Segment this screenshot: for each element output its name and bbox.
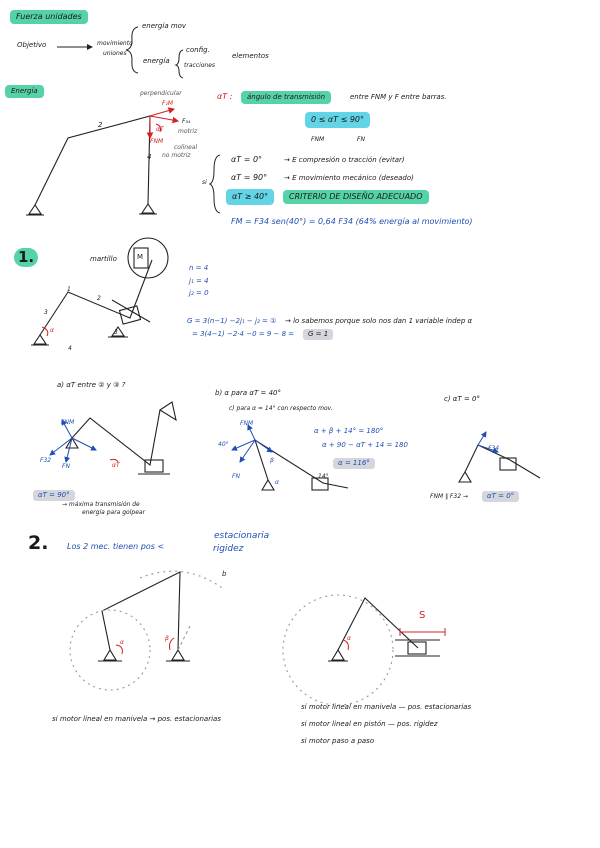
no-motriz-label: no motriz bbox=[162, 152, 191, 159]
martillo-box: M bbox=[137, 253, 144, 261]
ex2-stroke-label: S bbox=[419, 610, 426, 621]
case2-rhs: → E movimiento mecánico (deseado) bbox=[284, 174, 414, 182]
ex1-link-4: 4 bbox=[68, 345, 72, 352]
gruebler-note: → lo sabemos porque solo nos dan 1 variable indep α bbox=[285, 317, 473, 325]
ex2-stroke-s bbox=[400, 628, 445, 636]
ex2-right-note-2: si motor lineal en pistón — pos. rigidez bbox=[301, 720, 438, 728]
energy-forces bbox=[150, 109, 178, 138]
ex2-beta: β bbox=[165, 635, 169, 642]
c-result: αT = 0° bbox=[482, 491, 519, 502]
ex1-alpha: α bbox=[50, 327, 54, 334]
c-equation: FNM ∥ F32 → bbox=[430, 493, 468, 500]
ex1a-forces bbox=[50, 420, 96, 462]
ex1b-forces bbox=[232, 425, 272, 462]
f2m-label: F₂M bbox=[162, 100, 174, 107]
part-b-title-1: b) α para αT = 40° bbox=[215, 389, 281, 397]
link-4-label: 4 bbox=[147, 153, 152, 161]
energia-mov-label: energía mov bbox=[142, 22, 187, 30]
case1-rhs: → E compresión o tracción (evitar) bbox=[284, 156, 405, 164]
cases-brace bbox=[210, 155, 220, 213]
b-14: 14° bbox=[318, 473, 329, 480]
ex1-link-1: 1 bbox=[67, 286, 71, 293]
elementos-label: elementos bbox=[232, 52, 269, 60]
c-f34: F34 bbox=[488, 445, 500, 452]
part-c-title: c) αT = 0° bbox=[444, 395, 480, 403]
b-eq-1: α + β + 14° = 180° bbox=[314, 427, 384, 435]
alpha-t-range: 0 ≤ αT ≤ 90° bbox=[305, 112, 370, 128]
b-result: α = 116° bbox=[333, 458, 375, 469]
f34-label: F₃₄ bbox=[182, 118, 191, 125]
part-a-title: a) αT entre ② y ③ ? bbox=[57, 381, 126, 389]
perpendicular-label: perpendicular bbox=[140, 90, 182, 97]
ex1-link-2: 2 bbox=[97, 295, 101, 302]
energy-mechanism bbox=[26, 116, 157, 215]
case1-lhs: αT = 0° bbox=[231, 155, 263, 164]
a-note-2: energía para golpear bbox=[82, 509, 146, 516]
a-fn: FN bbox=[62, 463, 70, 470]
fnm-axis-label: FNM bbox=[311, 136, 325, 143]
config-label: config. bbox=[186, 46, 210, 54]
energia-title: Energía bbox=[5, 85, 44, 98]
colineal-label: colineal bbox=[174, 144, 198, 151]
uniones-label: uniones bbox=[103, 50, 127, 57]
si-label: si bbox=[202, 179, 207, 186]
exercise-1-number: 1. bbox=[14, 248, 38, 267]
alpha-t-def-rest: entre FNM y F entre barras. bbox=[350, 93, 447, 101]
tracciones-label: tracciones bbox=[184, 62, 216, 69]
j2-count: j₂ = 0 bbox=[189, 289, 209, 297]
movimiento-label: movimiento bbox=[97, 40, 133, 47]
b-40: 40° bbox=[218, 441, 229, 448]
a-note-1: → máxima transmisión de bbox=[62, 501, 140, 508]
gruebler-line2: = 3(4−1) −2·4 −0 = 9 − 8 = bbox=[192, 330, 295, 338]
case3-rhs: CRITERIO DE DISEÑO ADECUADO bbox=[283, 190, 429, 204]
fnm-label: FNM bbox=[150, 138, 164, 145]
ex2-right-note-1: si motor lineal en manivela — pos. estacionarias bbox=[301, 703, 472, 711]
gruebler-result: G = 1 bbox=[303, 329, 333, 340]
link-2-label: 2 bbox=[98, 121, 103, 129]
b-alpha: α bbox=[275, 479, 279, 486]
energia-label: energía bbox=[143, 57, 170, 65]
part-b-title-2: c) para α = 14° con respecto mov. bbox=[229, 405, 333, 412]
a-fnm: FNM bbox=[61, 419, 75, 426]
ex1-link-3: 3 bbox=[44, 309, 48, 316]
n-count: n = 4 bbox=[189, 264, 209, 272]
b-fn: FN bbox=[232, 473, 240, 480]
page-title: Fuerza unidades bbox=[10, 10, 88, 24]
motriz-label: motriz bbox=[178, 128, 198, 135]
b-beta: β bbox=[270, 457, 274, 464]
ex2-estacionaria: estacionaria bbox=[214, 531, 270, 541]
a-f32: F32 bbox=[40, 457, 52, 464]
a-alpha-t: αT bbox=[112, 462, 120, 469]
ex2-alpha: α bbox=[120, 639, 124, 646]
ex2-left-mechanism bbox=[70, 571, 225, 690]
ex1-slider-label: 3 bbox=[114, 329, 118, 336]
fn-axis-label: FN bbox=[357, 136, 365, 143]
ex2-left-note: si motor lineal en manivela → pos. estacionarias bbox=[52, 715, 221, 723]
ex2-b-label: b bbox=[222, 570, 227, 578]
alpha-t-label: αT bbox=[156, 126, 164, 133]
martillo-label: martillo bbox=[90, 255, 117, 263]
case3-lhs: αT ≥ 40° bbox=[226, 189, 274, 205]
case2-lhs: αT = 90° bbox=[231, 173, 268, 182]
gruebler-line1: G = 3(n−1) −2j₁ − j₂ = ① bbox=[187, 317, 277, 325]
b-eq-2: α + 90 − αT + 14 = 180 bbox=[322, 441, 408, 449]
ex2-right-mechanism bbox=[283, 595, 440, 705]
ex2-right-note-3: si motor paso a paso bbox=[301, 737, 375, 745]
exercise-2-number: 2. bbox=[28, 532, 49, 554]
energy-formula: FM = F34 sen(40°) = 0,64 F34 (64% energía al movimiento) bbox=[231, 217, 473, 226]
ex2-rigidez: rigidez bbox=[213, 544, 244, 554]
ex2-alpha-right: α bbox=[347, 635, 351, 642]
alpha-t-def-symbol: αT : bbox=[217, 92, 233, 101]
alpha-t-def-highlight: ángulo de transmisión bbox=[241, 91, 331, 104]
j1-count: j₁ = 4 bbox=[189, 277, 209, 285]
ex2-statement: Los 2 mec. tienen pos < bbox=[67, 542, 165, 551]
a-alpha-t-result: αT = 90° bbox=[33, 490, 75, 501]
ex1a-mechanism bbox=[66, 402, 176, 474]
objetivo-label: Objetivo bbox=[17, 41, 47, 49]
b-fnm: FNM bbox=[240, 420, 254, 427]
ex1c-mechanism bbox=[459, 445, 540, 482]
